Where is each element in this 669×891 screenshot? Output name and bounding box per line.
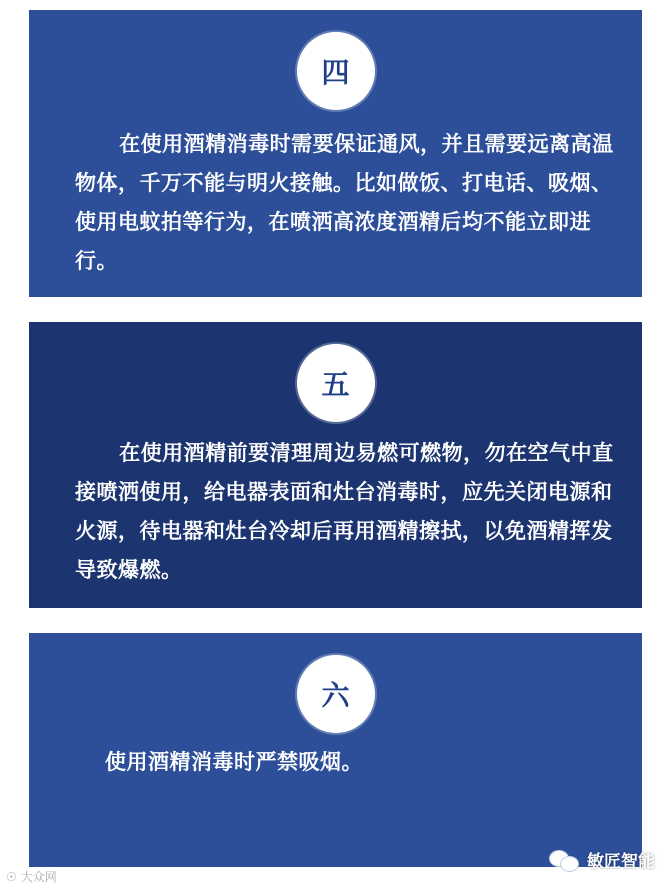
source-watermark xyxy=(549,847,655,872)
logo-icon: ☉ xyxy=(6,869,17,884)
section-number-badge xyxy=(297,655,375,733)
section-number: 六 xyxy=(321,679,350,712)
corner-watermark xyxy=(6,868,57,885)
section-number-badge xyxy=(297,32,375,110)
corner-watermark-label: 大众网 xyxy=(20,870,57,884)
section-five-panel xyxy=(29,322,642,608)
section-six-panel xyxy=(29,633,642,867)
section-text: 使用酒精消毒时严禁吸烟。 xyxy=(105,750,363,774)
watermark-label: 敏匠智能 xyxy=(587,852,655,872)
section-number: 四 xyxy=(321,56,350,89)
section-number: 五 xyxy=(321,368,350,401)
section-text: 在使用酒精前要清理周边易燃可燃物，勿在空气中直接喷洒使用，给电器表面和灶台消毒时，应先关闭电源和火源，待电器和灶台冷却后再用酒精擦拭，以免酒精挥发导致爆燃。 xyxy=(75,441,614,582)
section-text: 在使用酒精消毒时需要保证通风，并且需要远离高温物体，千万不能与明火接触。比如做饭、打电话、吸烟、使用电蚊拍等行为，在喷洒高浓度酒精后均不能立即进行。 xyxy=(75,132,614,273)
section-four-panel xyxy=(29,10,642,297)
wechat-icon xyxy=(549,848,579,872)
section-number-badge xyxy=(297,344,375,422)
